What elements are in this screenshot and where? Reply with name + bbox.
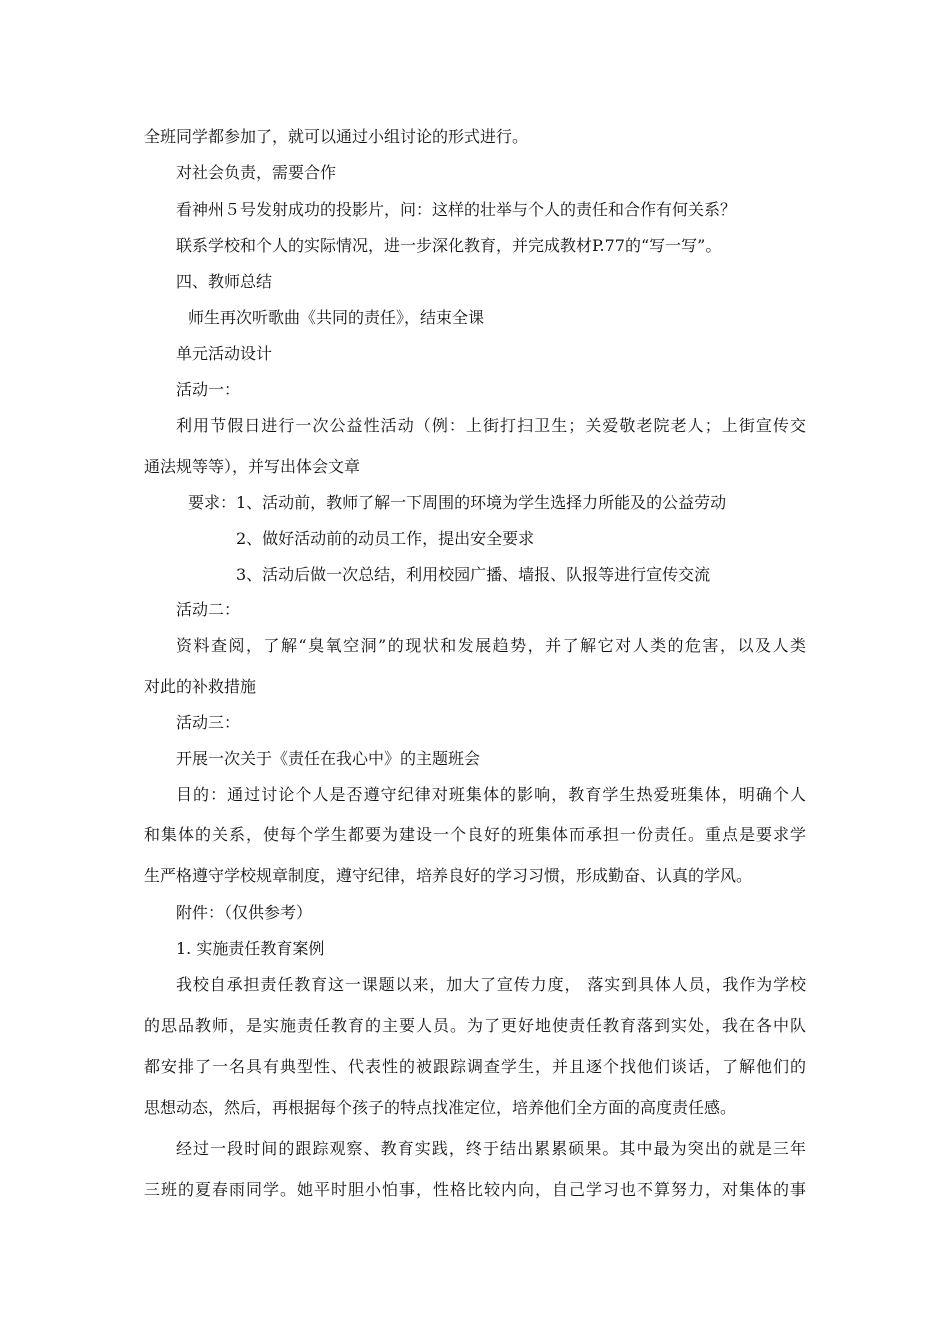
section-heading: 四、教师总结 <box>176 272 273 291</box>
text-line: 联系学校和个人的实际情况，进一步深化教育，并完成教材P.77的“写一写”。 <box>176 236 722 255</box>
requirement-item: 2、做好活动前的动员工作，提出安全要求 <box>236 529 535 548</box>
appendix-heading: 附件：（仅供参考） <box>176 903 313 922</box>
text-line: 开展一次关于《责任在我心中》的主题班会 <box>176 749 481 768</box>
text-line: 三班的夏春雨同学。她平时胆小怕事，性格比较内向，自己学习也不算努力，对集体的事 <box>144 1180 806 1199</box>
appendix-item-title: 1. 实施责任教育案例 <box>176 939 325 958</box>
text-line: 和集体的关系，使每个学生都要为建设一个良好的班集体而承担一份责任。重点是要求学 <box>144 825 806 844</box>
activity-label: 活动一： <box>176 380 241 399</box>
text-line: 生严格遵守学校规章制度，遵守纪律，培养良好的学习习惯，形成勤奋、认真的学风。 <box>144 866 753 885</box>
text-line: 对社会负责，需要合作 <box>176 163 337 182</box>
text-line: 通法规等等），并写出体会文章 <box>144 457 361 476</box>
requirement-item: 要求：1、活动前，教师了解一下周围的环境为学生选择力所能及的公益劳动 <box>188 493 727 512</box>
activity-label: 活动三： <box>176 713 241 732</box>
text-line: 看神州５号发射成功的投影片，问：这样的壮举与个人的责任和合作有何关系？ <box>176 200 737 219</box>
text-line: 都安排了一名具有典型性、代表性的被跟踪调查学生，并且逐个找他们谈话，了解他们的 <box>144 1057 806 1076</box>
text-line: 目的：通过讨论个人是否遵守纪律对班集体的影响，教育学生热爱班集体，明确个人 <box>176 785 806 804</box>
text-line: 思想动态，然后，再根据每个孩子的特点找准定位，培养他们全方面的高度责任感。 <box>144 1098 737 1117</box>
text-line: 我校自承担责任教育这一课题以来，加大了宣传力度， 落实到具体人员，我作为学校 <box>176 975 806 994</box>
text-line: 全班同学都参加了，就可以通过小组讨论的形式进行。 <box>144 127 529 146</box>
text-line: 资料查阅，了解“臭氧空洞”的现状和发展趋势，并了解它对人类的危害，以及人类 <box>176 636 806 655</box>
text-line: 经过一段时间的跟踪观察、教育实践，终于结出累累硕果。其中最为突出的就是三年 <box>176 1139 806 1158</box>
activity-label: 活动二： <box>176 600 241 619</box>
text-line: 对此的补救措施 <box>144 677 257 696</box>
requirement-item: 3、活动后做一次总结，利用校园广播、墙报、队报等进行宣传交流 <box>236 565 711 584</box>
section-heading: 单元活动设计 <box>176 344 273 363</box>
text-line: 的思品教师，是实施责任教育的主要人员。为了更好地使责任教育落到实处，我在各中队 <box>144 1016 806 1035</box>
text-line: 师生再次听歌曲《共同的责任》，结束全课 <box>188 308 485 327</box>
text-line: 利用节假日进行一次公益性活动（例：上街打扫卫生；关爱敬老院老人；上街宣传交 <box>176 416 806 435</box>
